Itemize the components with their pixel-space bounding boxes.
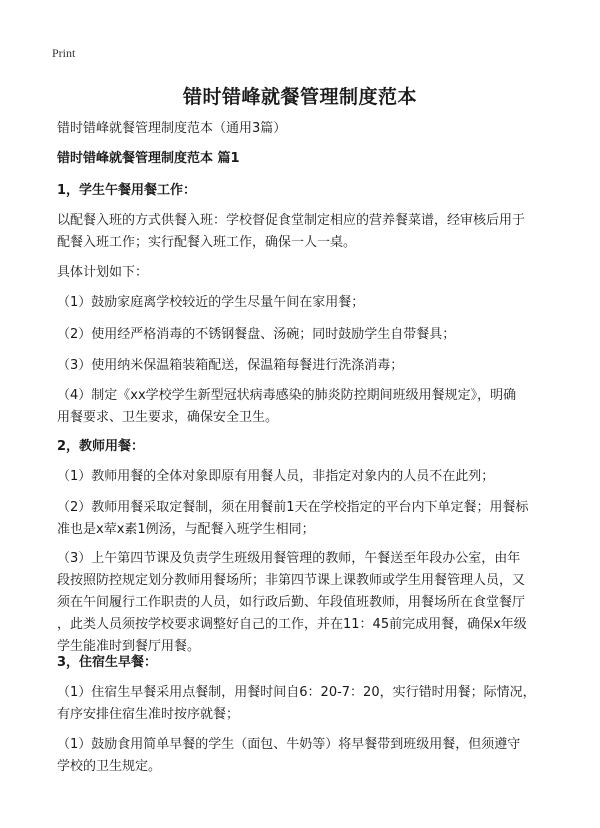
list-item: （1）鼓励家庭离学校较近的学生尽量午间在家用餐； (57, 295, 365, 310)
text-line: 学校的卫生规定。 (57, 759, 162, 774)
list-item: （1）教师用餐的全体对象即原有用餐人员，非指定对象内的人员不在此列； (57, 469, 495, 484)
text-line: （3）上午第四节课及负责学生班级用餐管理的教师，午餐送至年段办公室，由年 (57, 551, 521, 566)
text-line: 学生能准时到餐厅用餐。 (57, 639, 201, 654)
document-title: 错时错峰就餐管理制度范本 (182, 86, 417, 108)
text-line: 有序安排住宿生准时按序就餐； (57, 707, 240, 722)
document-subtitle: 错时错峰就餐管理制度范本（通用3篇） (57, 121, 287, 136)
list-item: （3）使用纳米保温箱装箱配送，保温箱每餐进行洗涤消毒； (57, 358, 404, 373)
text-line: ，此类人员须按学校要求调整好自己的工作，并在11：45前完成用餐，确保x年级 (57, 617, 527, 632)
heading-student-lunch: 1，学生午餐用餐工作： (57, 183, 197, 198)
paragraph-plan: 具体计划如下： (57, 265, 149, 280)
text-line: 须在午间履行工作职责的人员，如行政后勤、年段值班教师，用餐场所在食堂餐厅 (57, 595, 526, 610)
list-item (57, 548, 557, 658)
list-item (57, 497, 557, 541)
text-line: （1）住宿生早餐采用点餐制，用餐时间自6：20-7：20，实行错时用餐；际情况， (57, 685, 536, 700)
text-line: 配餐入班工作；实行配餐入班工作，确保一人一桌。 (57, 235, 357, 250)
list-item: （2）使用经严格消毒的不锈钢餐盘、汤碗；同时鼓励学生自带餐具； (57, 327, 456, 342)
list-item (57, 682, 557, 726)
text-line: （2）教师用餐采取定餐制，须在用餐前1天在学校指定的平台内下单定餐；用餐标 (57, 500, 529, 515)
text-line: 以配餐入班的方式供餐入班：学校督促食堂制定相应的营养餐菜谱，经审核后用于 (57, 213, 526, 228)
text-line: （4）制定《xx学校学生新型冠状病毒感染的肺炎防控期间班级用餐规定》，明确 (57, 388, 517, 403)
text-line: 准也是x荤x素1例汤，与配餐入班学生相同； (57, 522, 315, 537)
list-item (57, 385, 557, 429)
print-link[interactable]: Print (52, 46, 76, 60)
text-line: （1）鼓励食用简单早餐的学生（面包、牛奶等）将早餐带到班级用餐，但须遵守 (57, 737, 521, 752)
heading-teacher-meal: 2，教师用餐： (57, 439, 145, 454)
list-item (57, 734, 557, 778)
text-line: 段按照防控规定划分教师用餐场所；非第四节课上课教师或学生用餐管理人员，又 (57, 573, 526, 588)
section-title: 错时错峰就餐管理制度范本 篇1 (57, 151, 240, 166)
text-line: 用餐要求、卫生要求，确保安全卫生。 (57, 410, 279, 425)
heading-boarder-breakfast: 3，住宿生早餐： (57, 655, 158, 670)
paragraph-lunch-intro (57, 210, 557, 254)
